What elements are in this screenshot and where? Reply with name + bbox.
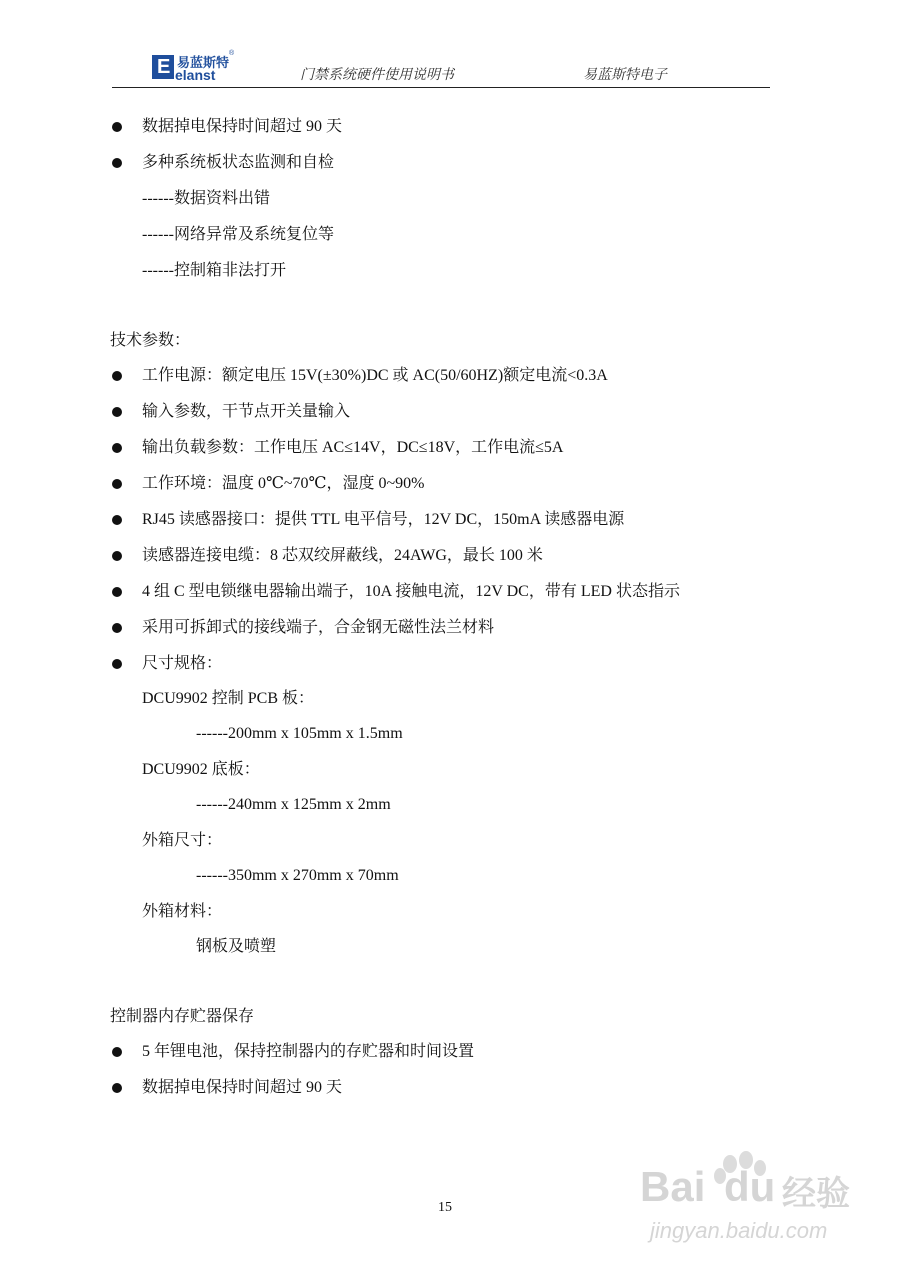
bullet-icon [112, 1083, 122, 1093]
sub-item: ------网络异常及系统复位等 [142, 226, 334, 243]
logo-letter: E [157, 56, 171, 78]
dim-value-pcb: ------200mm x 105mm x 1.5mm [196, 725, 403, 742]
sub-item: ------数据资料出错 [142, 190, 270, 207]
dim-label-base: DCU9902 底板： [142, 761, 260, 778]
bullet-icon [112, 407, 122, 417]
bullet-icon [112, 1047, 122, 1057]
list-item: 采用可拆卸式的接线端子，合金钢无磁性法兰材料 [142, 619, 495, 636]
list-item: 尺寸规格： [142, 655, 223, 672]
header-divider [112, 87, 770, 88]
watermark-cn: 经验 [782, 1175, 850, 1213]
dim-label-box: 外箱尺寸： [142, 832, 223, 849]
list-item: 4 组 C 型电锁继电器输出端子，10A 接触电流，12V DC，带有 LED 状态指示 [142, 583, 680, 600]
page-number: 15 [438, 1200, 452, 1215]
list-item: RJ45 读感器接口：提供 TTL 电平信号，12V DC，150mA 读感器电源 [142, 511, 625, 528]
dim-value-base: ------240mm x 125mm x 2mm [196, 796, 391, 813]
company-name: 易蓝斯特电子 [583, 68, 667, 83]
bullet-icon [112, 623, 122, 633]
registered-mark: ® [229, 50, 235, 57]
list-item: 数据掉电保持时间超过 90 天 [142, 118, 343, 135]
bullet-icon [112, 659, 122, 669]
bullet-icon [112, 515, 122, 525]
logo-english: elanst [175, 67, 216, 83]
document-title: 门禁系统硬件使用说明书 [300, 68, 454, 83]
bullet-icon [112, 551, 122, 561]
bullet-icon [112, 371, 122, 381]
dim-value-material: 钢板及喷塑 [196, 938, 277, 955]
list-item: 工作环境：温度 0℃~70℃，湿度 0~90% [142, 475, 425, 492]
list-item: 数据掉电保持时间超过 90 天 [142, 1079, 343, 1096]
watermark-brand: Bai [640, 1163, 706, 1210]
list-item: 输出负载参数：工作电压 AC≤14V，DC≤18V，工作电流≤5A [142, 439, 564, 456]
list-item: 多种系统板状态监测和自检 [142, 154, 335, 171]
dim-value-box: ------350mm x 270mm x 70mm [196, 867, 399, 884]
bullet-icon [112, 443, 122, 453]
list-item: 读感器连接电缆：8 芯双绞屏蔽线，24AWG，最长 100 米 [142, 547, 543, 564]
logo-chinese: 易蓝斯特 [177, 55, 230, 70]
watermark-url: jingyan.baidu.com [650, 1218, 828, 1243]
dim-label-material: 外箱材料： [142, 903, 223, 920]
section-heading-storage: 控制器内存贮器保存 [110, 1008, 255, 1025]
list-item: 5 年锂电池，保持控制器内的存贮器和时间设置 [142, 1043, 475, 1060]
list-item: 工作电源：额定电压 15V(±30%)DC 或 AC(50/60HZ)额定电流<0.3A [142, 367, 608, 384]
bullet-icon [112, 158, 122, 168]
watermark-paw-text: du [724, 1163, 776, 1210]
bullet-icon [112, 122, 122, 132]
list-item: 输入参数，干节点开关量输入 [142, 403, 351, 420]
bullet-icon [112, 479, 122, 489]
dim-label-pcb: DCU9902 控制 PCB 板： [142, 690, 315, 707]
section-heading-tech: 技术参数： [110, 332, 191, 349]
bullet-icon [112, 587, 122, 597]
sub-item: ------控制箱非法打开 [142, 262, 286, 279]
